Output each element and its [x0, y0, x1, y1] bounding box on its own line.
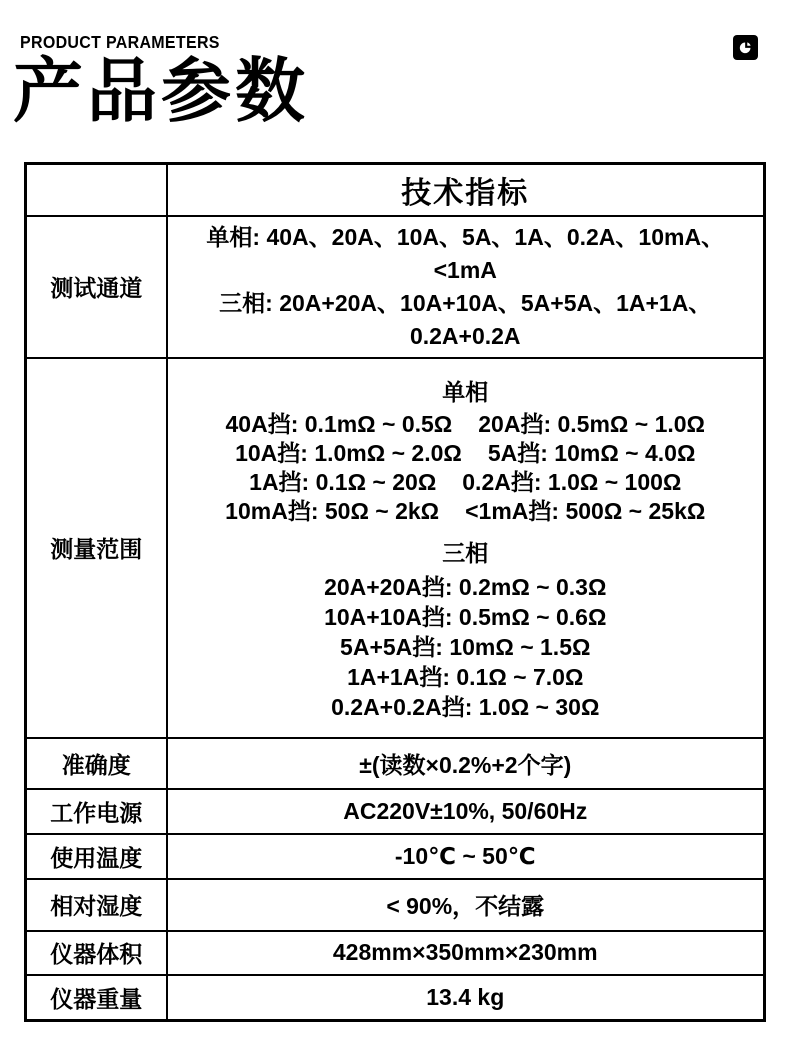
spec-row-measure-range: [26, 358, 765, 738]
spec-row-temperature: [26, 834, 765, 879]
page-title: 产品参数: [13, 52, 309, 130]
row-label-weight: 仪器重量: [26, 975, 167, 1020]
single-phase-line: [178, 497, 754, 526]
three-phase-line: 5A+5A挡: 10mΩ ~ 1.5Ω: [340, 633, 591, 660]
test-channel-single-phase: 单相: 40A、20A、10A、5A、1A、0.2A、10mA、<1mA: [206, 223, 725, 283]
range-item: <1mA挡: 500Ω ~ 25kΩ: [465, 497, 706, 524]
temperature-value: -10℃ ~ 50℃: [167, 834, 765, 879]
single-phase-line: [178, 468, 754, 497]
power-value: AC220V±10%, 50/60Hz: [167, 789, 765, 834]
volume-value: 428mm×350mm×230mm: [167, 931, 765, 976]
range-item: 10A挡: 1.0mΩ ~ 2.0Ω: [235, 439, 462, 466]
table-header-row: [26, 164, 765, 216]
spec-row-accuracy: [26, 738, 765, 790]
row-label-power: 工作电源: [26, 789, 167, 834]
header-empty-cell: [26, 164, 167, 216]
accuracy-value: ±(读数×0.2%+2个字): [167, 738, 765, 790]
spec-row-weight: [26, 975, 765, 1020]
test-channel-three-phase-line2: 0.2A+0.2A: [409, 322, 521, 349]
three-phase-line: 10A+10A挡: 0.5mΩ ~ 0.6Ω: [324, 603, 607, 630]
table-header-title: 技术指标: [167, 164, 765, 216]
row-label-accuracy: 准确度: [26, 738, 167, 790]
spec-row-volume: [26, 931, 765, 976]
humidity-value: < 90%，不结露: [167, 879, 765, 931]
spec-row-power: [26, 789, 765, 834]
three-phase-line: 0.2A+0.2A挡: 1.0Ω ~ 30Ω: [331, 693, 600, 720]
three-phase-line: 1A+1A挡: 0.1Ω ~ 7.0Ω: [347, 663, 584, 690]
single-phase-line: [178, 410, 754, 439]
range-item: 0.2A挡: 1.0Ω ~ 100Ω: [462, 468, 682, 495]
row-label-test-channel: 测试通道: [26, 216, 167, 358]
range-item: 5A挡: 10mΩ ~ 4.0Ω: [487, 439, 696, 466]
test-channel-three-phase-line1: 三相: 20A+20A、10A+10A、5A+5A、1A+1A、: [219, 289, 712, 316]
weight-value: 13.4 kg: [167, 975, 765, 1020]
range-item: 20A挡: 0.5mΩ ~ 1.0Ω: [478, 410, 705, 437]
range-item: 1A挡: 0.1Ω ~ 20Ω: [249, 468, 437, 495]
pie-chart-icon: [733, 35, 758, 60]
spec-table: [24, 162, 766, 1022]
row-label-volume: 仪器体积: [26, 931, 167, 976]
eyebrow-text: PRODUCT PARAMETERS: [20, 34, 220, 53]
single-phase-line: [178, 439, 754, 468]
three-phase-heading: 三相: [442, 539, 489, 566]
three-phase-line: 20A+20A挡: 0.2mΩ ~ 0.3Ω: [324, 573, 607, 600]
single-phase-heading: 单相: [442, 378, 489, 405]
row-label-temperature: 使用温度: [26, 834, 167, 879]
spec-row-test-channel: [26, 216, 765, 358]
range-item: 40A挡: 0.1mΩ ~ 0.5Ω: [225, 410, 453, 437]
test-channel-value: [167, 216, 765, 358]
measure-range-value: [167, 358, 765, 738]
range-item: 10mA挡: 50Ω ~ 2kΩ: [225, 497, 440, 524]
row-label-humidity: 相对湿度: [26, 879, 167, 931]
spec-row-humidity: [26, 879, 765, 931]
row-label-measure-range: 测量范围: [26, 358, 167, 738]
